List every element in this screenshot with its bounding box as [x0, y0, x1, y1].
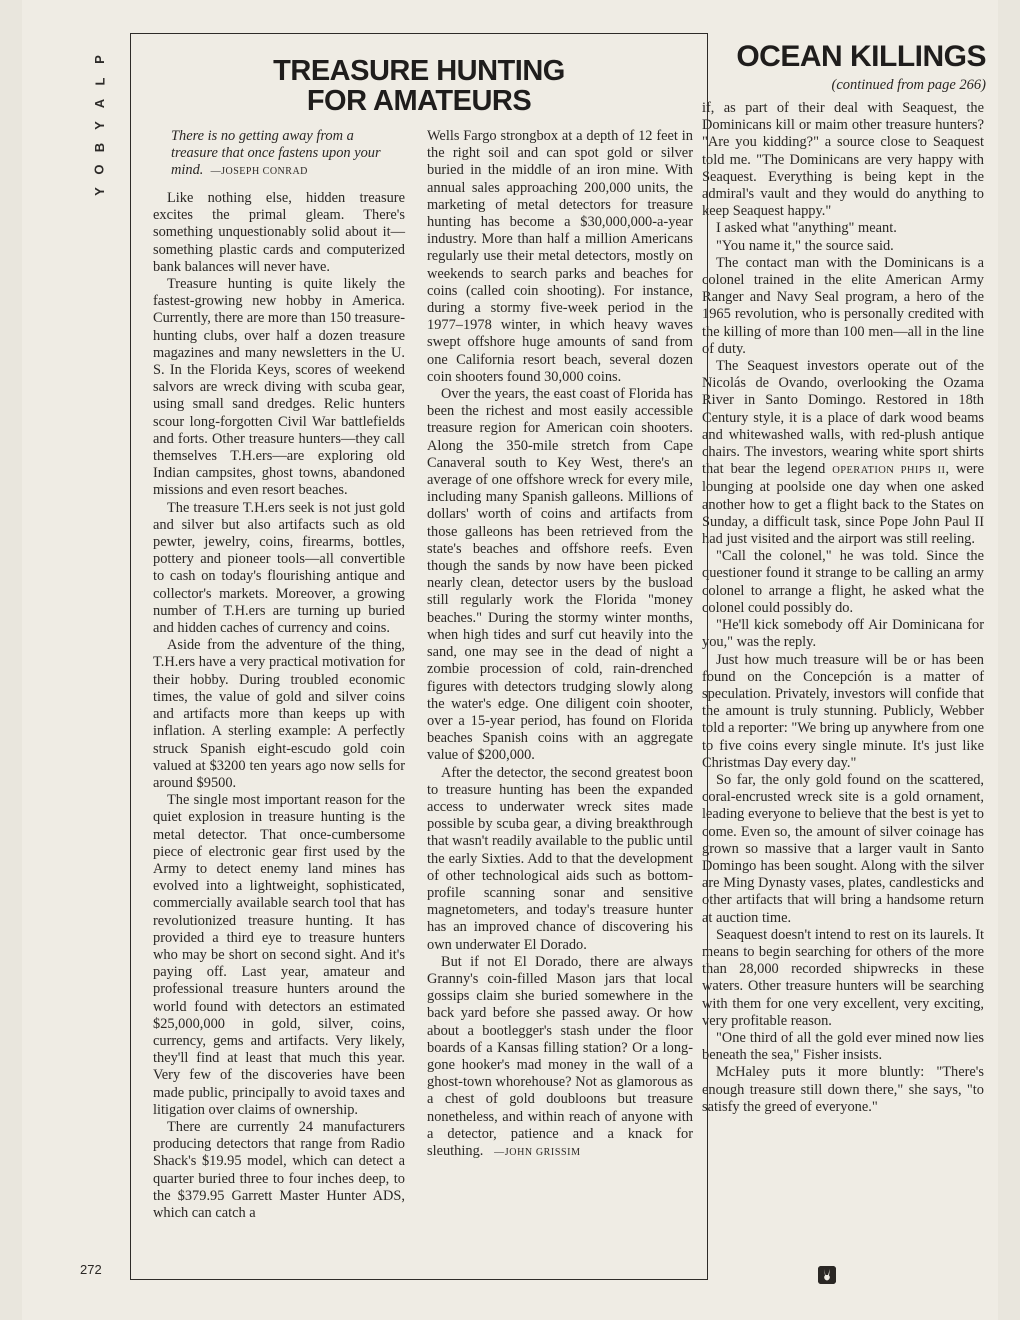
running-head-letter: B	[91, 141, 107, 153]
body-paragraph-text: The Seaquest investors operate out of the Nicolás de Ovando, overlooking the Ozama River in Santo Domingo. Restored in 18th Century style, it is a place of dark wood beams and whitewashed walls, with red-plush antique chairs. The investors, wearing white sport shirts that bear the legend	[702, 358, 984, 478]
headline-line-2: FOR AMATEURS	[306, 85, 532, 117]
body-paragraph: After the detector, the second greatest boon to treasure hunting has been the expanded access to underwater wreck sites made possible by scuba gear, a diving breakthrough that wasn't readily available to the public until the early Sixties. Add to that the development of other technological aids such as bottom-profile scanning sonar and sensitive magnetometers, and today's treasure hunter has an improved chance of discovering his own underwater El Dorado.	[427, 764, 693, 953]
running-head-letter: O	[92, 163, 107, 175]
body-paragraph: "One third of all the gold ever mined now lies beneath the sea," Fisher insists.	[702, 1029, 984, 1064]
rabbit-head-icon-graphic	[818, 1266, 836, 1284]
sidebar-article-box	[130, 33, 708, 1280]
body-paragraph: Over the years, the east coast of Florida has been the richest and most easily accessible treasure region for American coin shooters. Along the 350-mile stretch from Cape Canaveral south to Key West, there's an average of one offshore wreck for every mile, including many Spanish galleons. Millions of dollars' worth of coins and artifacts from those galleons has been retrieved from the state's beaches and offshore reefs. Even though the sands by now have been picked nearly clean, detector users by the busload still regularly work the Florida "money beaches." During the stormy winter months, when high tides and surf cut heavily into the sand, one may see in the dead of night a zombie procession of cold, rain-drenched figures with detectors trudging slowly along the water's edge. One diligent coin shooter, over a 15-year period, has found on Florida beaches Spanish coins with an aggregate value of $200,000.	[427, 386, 693, 764]
body-paragraph-text: , were lounging at poolside one day when one asked another how to get a flight back to the States on Sunday, a difficult task, since Pope John Paul II had just visited and the airport was still reeling.	[702, 461, 984, 548]
epigraph-text: There is no getting away from a treasure that once fastens upon your mind.	[171, 128, 381, 178]
body-paragraph: I asked what "anything" meant.	[716, 220, 897, 237]
body-paragraph	[702, 358, 984, 548]
body-paragraph: McHaley puts it more bluntly: "There's enough treasure still down there," she says, "to satisfy the greed of everyone."	[702, 1064, 984, 1115]
body-paragraph: if, as part of their deal with Seaquest, the Dominicans kill or maim other treasure hunters? "Are you kidding?" a source close to Seaquest told me. "The Dominicans are very happy with Seaquest. Everything is being kept in the admiral's vault and they would do anything to keep Seaquest happy."	[702, 100, 984, 220]
running-head-letter: L	[91, 76, 107, 86]
continued-article-column	[702, 100, 984, 1116]
body-paragraph: Seaquest doesn't intend to rest on its laurels. It means to begin searching for others of the more than 28,000 recorded shipwrecks in these waters. Other treasure hunters will be searching with them for one very excellent, very exciting, very profitable reason.	[702, 926, 984, 1029]
running-head-letter: Y	[91, 186, 107, 196]
body-paragraph: Wells Fargo strongbox at a depth of 12 feet in the right soil and can spot gold or silver buried in the middle of an iron mine. With annual sales approaching 200,000 units, the marketing of metal detectors for treasure hunting has become a $30,000,000-a-year industry. More than half a million Americans regularly use their metal detectors, mostly on weekends to search parks and beaches for coins (called coin shooting). For instance, during a stormy five-week period in the 1977–1978 winter, in which heavy waves swept offshore huge amounts of sand from one California resort beach, several dozen coin shooters found 30,000 coins.	[427, 128, 693, 385]
body-paragraph: Aside from the adventure of the thing, T.H.ers have a very practical motivation for their hobby. During troubled economic times, the value of gold and silver coins and artifacts more than keeps up with inflation. A sterling example: A perfectly struck Spanish eight-escudo gold coin valued at $3200 ten years ago now sells for around $9500.	[153, 637, 405, 791]
body-paragraph: Treasure hunting is quite likely the fastest-growing new hobby in America. Currently, there are more than 150 treasure-hunting clubs, over half a dozen treasure magazines and many newsletters in the U. S. In the Florida Keys, scores of weekend salvors are wreck diving with scuba gear, using small sand dredges. Relic hunters scour long-forgotten Civil War battlefields and forts. Other treasure hunters—they call themselves T.H.ers—are exploring old Indian campsites, ghost towns, abandoned missions and even resort beaches.	[153, 276, 405, 499]
body-paragraph: Like nothing else, hidden treasure excites the primal gleam. There's something unquestionably solid about it—something plastic cards and computerized bank balances will never have.	[153, 190, 405, 275]
running-head-letter: Y	[91, 120, 107, 130]
epigraph-attribution: —JOSEPH CONRAD	[210, 166, 308, 177]
body-paragraph: The single most important reason for the quiet explosion in treasure hunting is the metal detector. That once-cumbersome piece of electronic gear first used by the Army to detect enemy land mines has evolved into a lightweight, sophisticated, commercially available search tool that has revolutionized treasure hunting. It has provided a third eye to treasure hunters who may be short on second sight. And it's paying off. Last year, amateur and professional treasure hunters around the world found with detectors an estimated $25,000,000 in gold, silver, coins, currency, gems and artifacts. Very likely, they'll find at least that much this year. Very few of the discoveries have been made public, principally to avoid taxes and litigation over claims of ownership.	[153, 792, 405, 1118]
body-paragraph: "Call the colonel," he was told. Since the questioner found it strange to be calling an army colonel to arrange a flight, he asked what the colonel could possibly do.	[702, 548, 984, 616]
body-paragraph: The treasure T.H.ers seek is not just gold and silver but also artifacts such as old pewter, jewelry, coins, firearms, bottles, pottery and pioneer tools—all convertible to cash on today's flourishing antique and collector's markets. Moreover, a growing number of T.H.ers are turning up buried and hidden caches of currency and coins.	[153, 499, 405, 637]
body-paragraph: Just how much treasure will be or has been found on the Concepción is a matter of speculation. Privately, investors will confide that the amount is truly stunning. Publicly, Webber told a reporter: "We bring up anywhere from one to five coins every single minute. It's just like Christmas Day every day."	[702, 651, 984, 771]
rabbit-head-icon	[818, 1266, 836, 1284]
sidebar-headline	[131, 56, 707, 116]
body-paragraph: "He'll kick somebody off Air Dominicana for you," was the reply.	[702, 617, 984, 651]
running-head-letter: A	[91, 97, 107, 109]
small-caps-legend: OPERATION PHIPS II	[832, 465, 946, 477]
body-paragraph: There are currently 24 manufacturers producing detectors that range from Radio Shack's $19.95 model, which can detect a quarter buried three to four inches deep, to the $379.95 Garrett Master Hunter ADS, which can catch a	[153, 1118, 405, 1221]
body-paragraph: So far, the only gold found on the scattered, coral-encrusted wreck site is a gold ornament, leading everyone to believe that the best is yet to come. Even so, the amount of silver coinage has grown so massive that a larger vault in Santo Domingo has been sought. Along with the silver are Ming Dynasty vases, plates, candlesticks and other artifacts that will bring a handsome return at auction time.	[702, 771, 984, 926]
sidebar-column-1	[153, 128, 405, 1222]
body-paragraph: The contact man with the Dominicans is a colonel trained in the elite American Army Ranger and Navy Seal program, a hero of the 1965 revolution, who is personally credited with the killing of more than 100 men—all in the line of duty.	[702, 254, 984, 357]
body-paragraph-text: But if not El Dorado, there are always Granny's coin-filled Mason jars that local gossips claim she buried somewhere in the back yard before she passed away. Or how about a bootlegger's stash under the floor boards of a Kansas filling station? Or a long-gone hooker's mad money in the wall of a ghost-town whorehouse? Not as glamorous as a chest of gold doubloons but treasure nonetheless, and within reach of anyone with a detector, patience and a knack for sleuthing.	[427, 953, 693, 1159]
running-head-letter: P	[91, 54, 107, 64]
page-number: 272	[80, 1262, 102, 1277]
epigraph	[171, 128, 397, 180]
body-paragraph	[427, 954, 693, 1161]
body-paragraph: "You name it," the source said.	[716, 237, 894, 254]
byline-signature: —JOHN GRISSIM	[494, 1146, 581, 1158]
continued-from-note: (continued from page 266)	[831, 77, 986, 93]
sidebar-column-2	[427, 128, 693, 1161]
continued-article-title: OCEAN KILLINGS	[736, 40, 986, 73]
headline-line-1: TREASURE HUNTING	[273, 55, 565, 87]
magazine-page	[22, 0, 998, 1320]
running-head	[80, 48, 120, 208]
